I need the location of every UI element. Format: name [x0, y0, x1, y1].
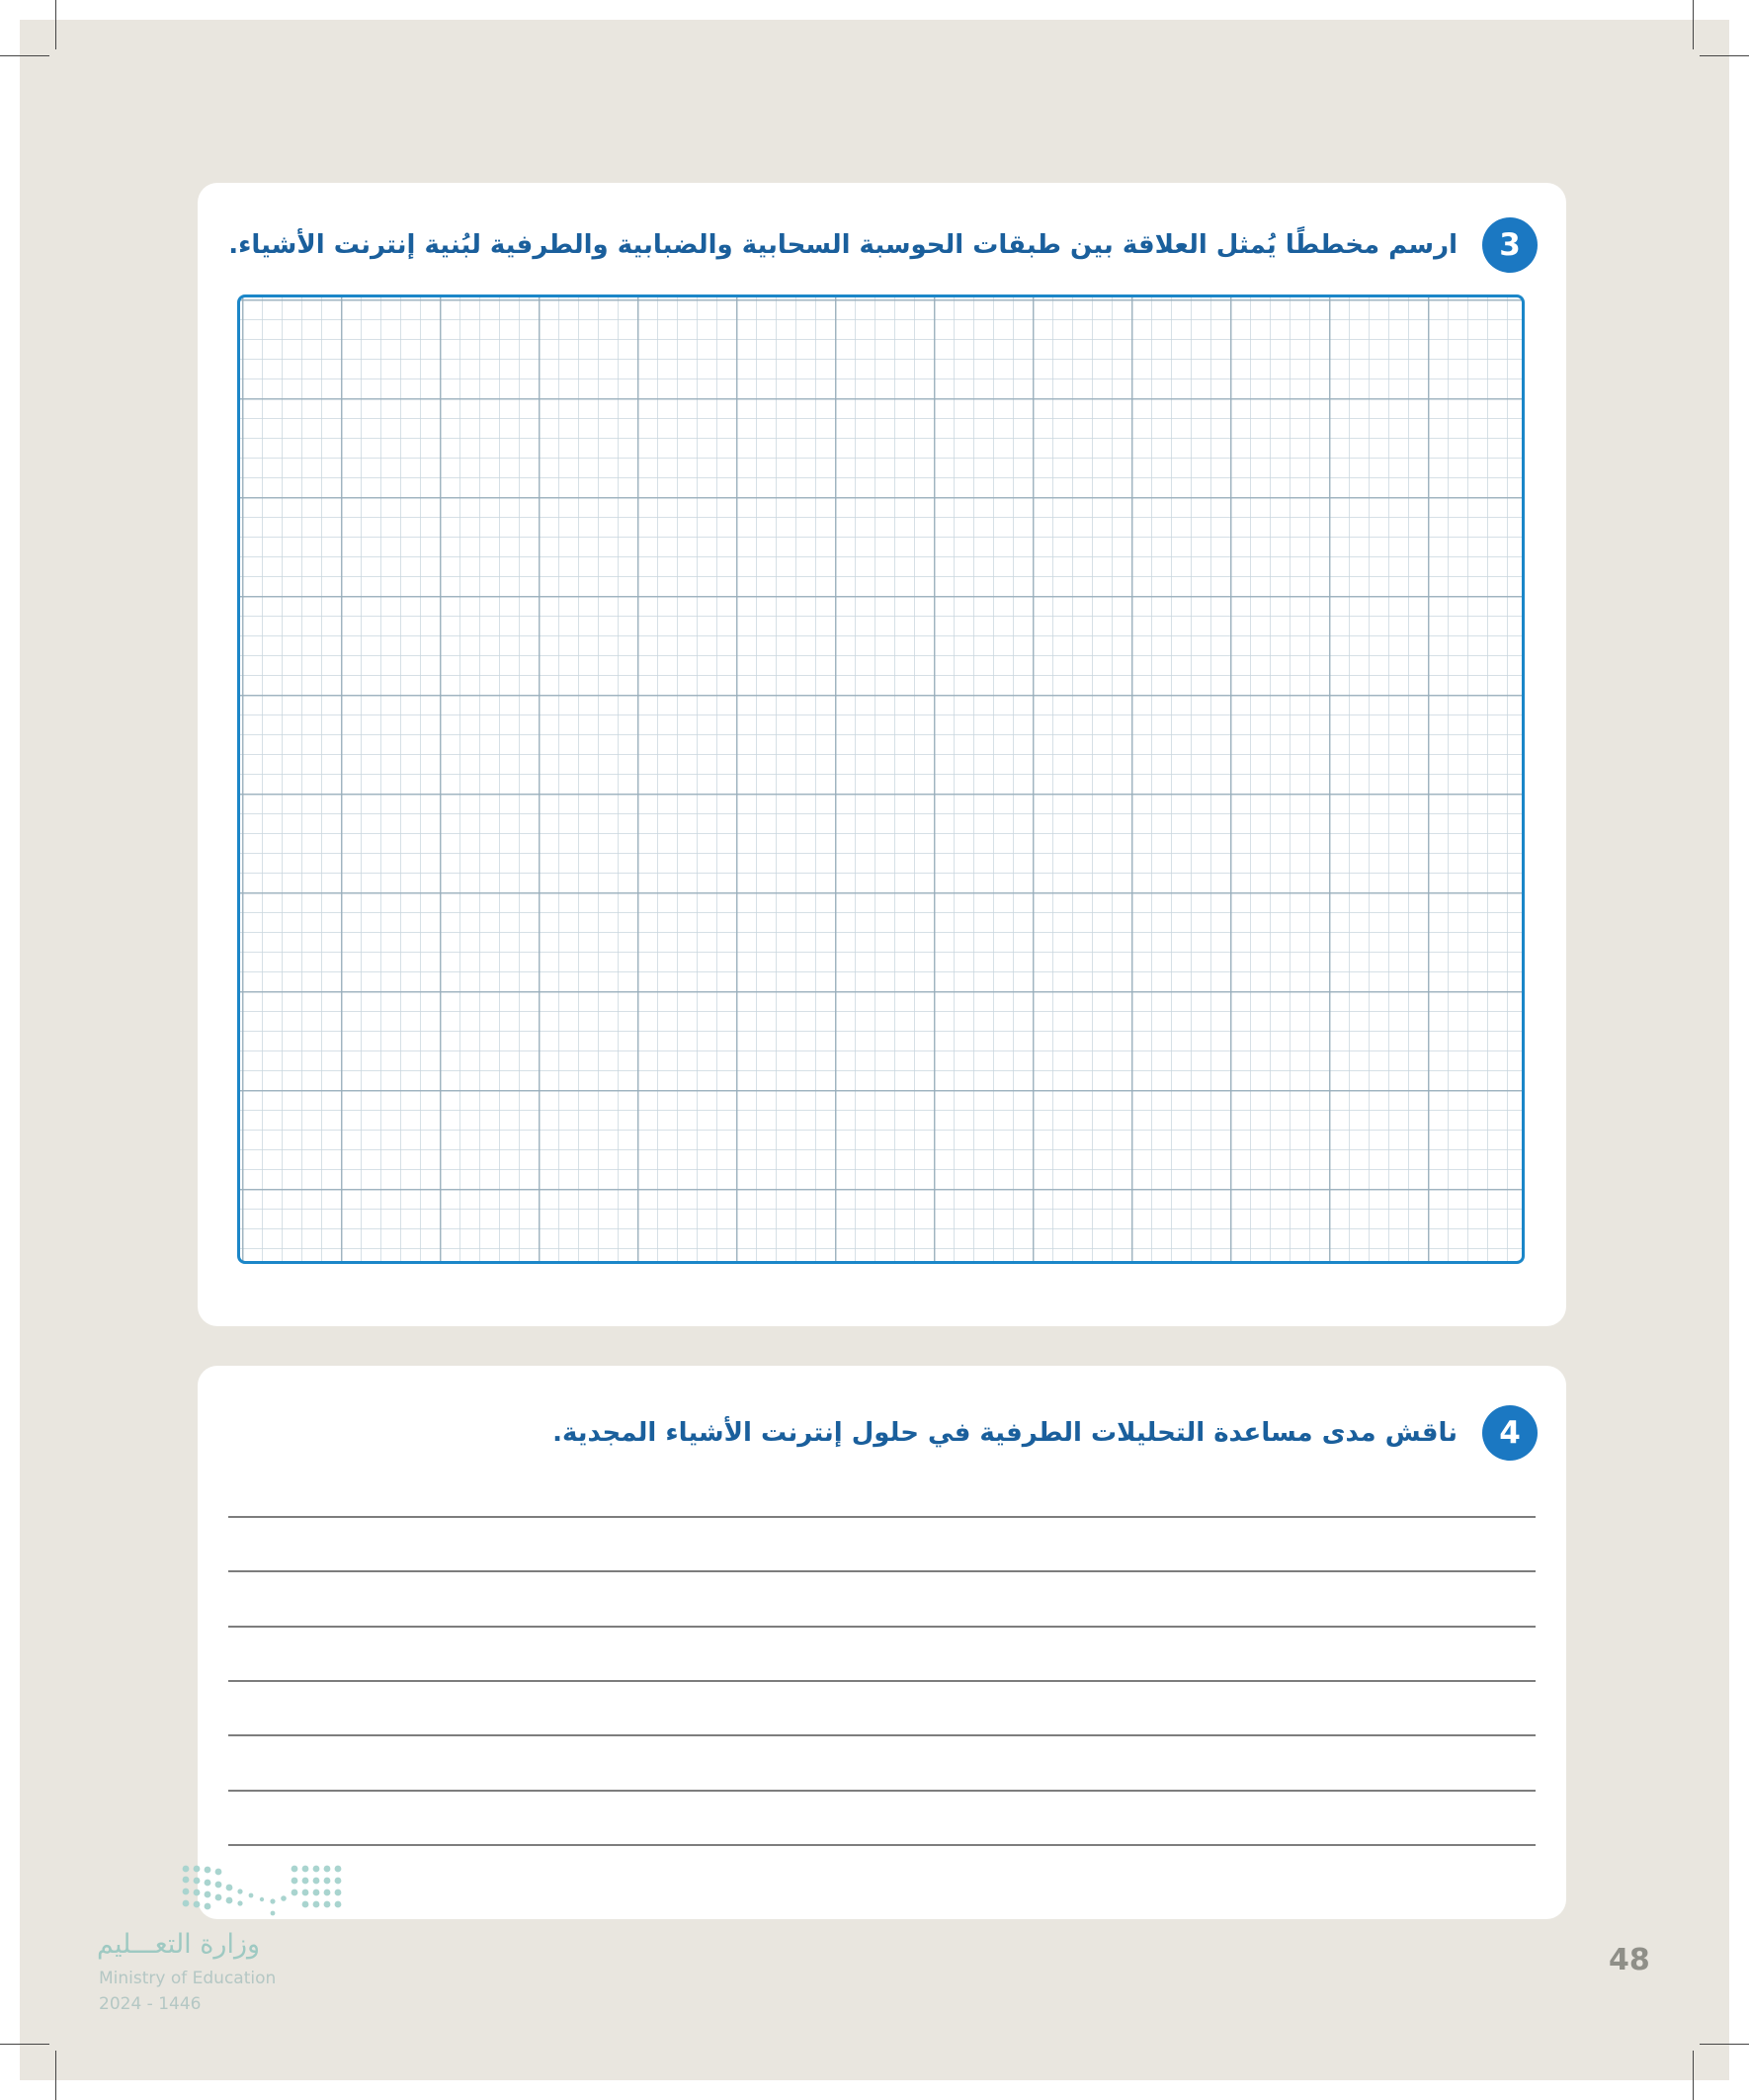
answer-line[interactable] — [228, 1790, 1536, 1792]
crop-mark — [1700, 55, 1749, 56]
crop-mark — [1700, 2044, 1749, 2045]
answer-line[interactable] — [228, 1844, 1536, 1846]
crop-mark — [55, 2051, 56, 2100]
crop-mark — [0, 55, 49, 56]
answer-line[interactable] — [228, 1516, 1536, 1518]
answer-line[interactable] — [228, 1570, 1536, 1572]
question-4-text: ناقش مدى مساعدة التحليلات الطرفية في حلول إنترنت الأشياء المجدية. — [552, 1418, 1458, 1448]
question-3-text: ارسم مخططًا يُمثل العلاقة بين طبقات الحوسبة السحابية والضبابية والطرفية لبُنية إنترنت الأشياء. — [228, 230, 1458, 260]
crop-mark — [1693, 0, 1694, 49]
academic-year: 2024 - 1446 — [99, 1994, 202, 2014]
crop-mark — [55, 0, 56, 49]
question-4-number-badge: 4 — [1482, 1405, 1538, 1461]
question-4-card — [198, 1366, 1566, 1919]
ministry-name-english: Ministry of Education — [99, 1969, 277, 1988]
answer-line[interactable] — [228, 1680, 1536, 1682]
question-3-number-badge: 3 — [1482, 217, 1538, 273]
drawing-grid[interactable] — [237, 294, 1525, 1264]
answer-line[interactable] — [228, 1626, 1536, 1628]
page-number: 48 — [1609, 1943, 1650, 1977]
question-3-card — [198, 183, 1566, 1326]
crop-mark — [1693, 2051, 1694, 2100]
answer-line[interactable] — [228, 1734, 1536, 1736]
ministry-name-arabic: وزارة التعـــليم — [97, 1929, 261, 1960]
crop-mark — [0, 2044, 49, 2045]
